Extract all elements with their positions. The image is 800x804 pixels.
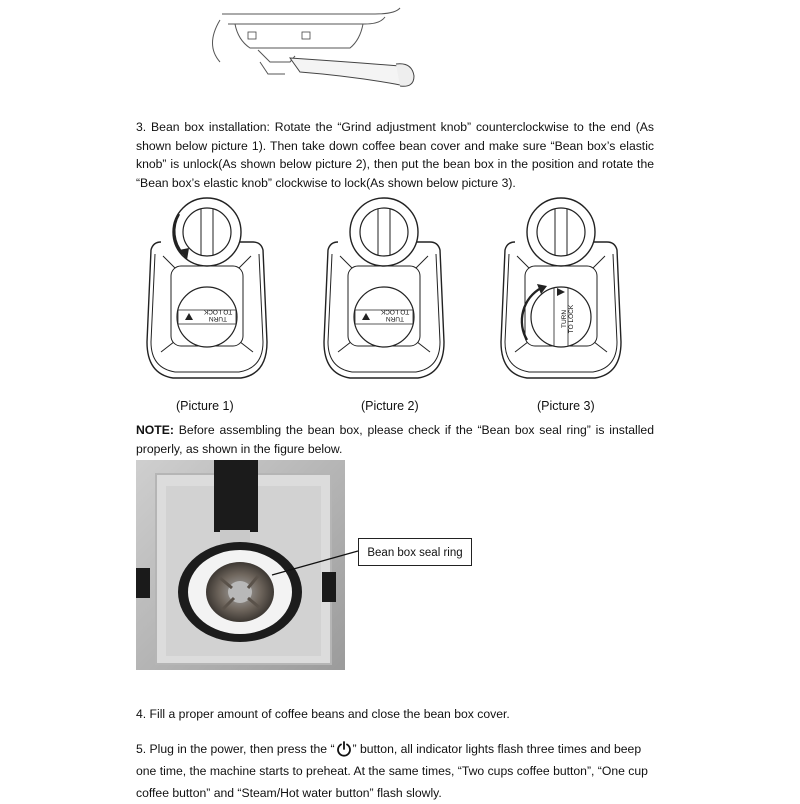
seal-ring-callout: Bean box seal ring	[358, 538, 472, 566]
picture-1-caption: (Picture 1)	[176, 399, 234, 413]
note-label: NOTE:	[136, 423, 174, 437]
bean-box-diagram-1	[143, 192, 271, 384]
callout-line	[270, 548, 362, 578]
picture-2-knob-label: TURN TO LOCK	[380, 308, 410, 322]
picture-2-caption: (Picture 2)	[361, 399, 419, 413]
portafilter-illustration	[200, 0, 440, 95]
power-icon	[336, 741, 352, 757]
step-5-text-after-icon: ” button, all indicator lights flash three times and beep	[352, 742, 642, 756]
step-3-paragraph: 3. Bean box installation: Rotate the “Grind adjustment knob” counterclockwise to the end (As shown below picture 1). Then take down coffee bean cover and make sure “Bean box’s elastic knob” is unlock(As shown below picture 2), then put the bean box in the position and rotate the “Bean box’s elastic knob” clockwise to lock(As shown below picture 3).	[136, 120, 654, 190]
step-5-line-3: coffee button” and “Steam/Hot water button” flash slowly.	[136, 786, 442, 800]
note-paragraph	[136, 421, 654, 458]
step-4-paragraph: 4. Fill a proper amount of coffee beans and close the bean box cover.	[136, 707, 510, 721]
step-5-paragraph	[136, 738, 654, 804]
picture-3-knob-label: TURN TO LOCK	[561, 304, 575, 334]
picture-3-caption: (Picture 3)	[537, 399, 595, 413]
picture-1-knob-label: TURN TO LOCK	[203, 308, 233, 322]
step-5-line-2: one time, the machine starts to preheat. At the same times, “Two cups coffee button”, “One cup	[136, 764, 648, 778]
bean-box-diagram-3	[497, 192, 625, 384]
note-text: Before assembling the bean box, please check if the “Bean box seal ring” is installed properly, as shown in the figure below.	[136, 423, 654, 456]
step-5-text-before-icon: 5. Plug in the power, then press the “	[136, 742, 335, 756]
bean-box-diagram-2	[320, 192, 448, 384]
